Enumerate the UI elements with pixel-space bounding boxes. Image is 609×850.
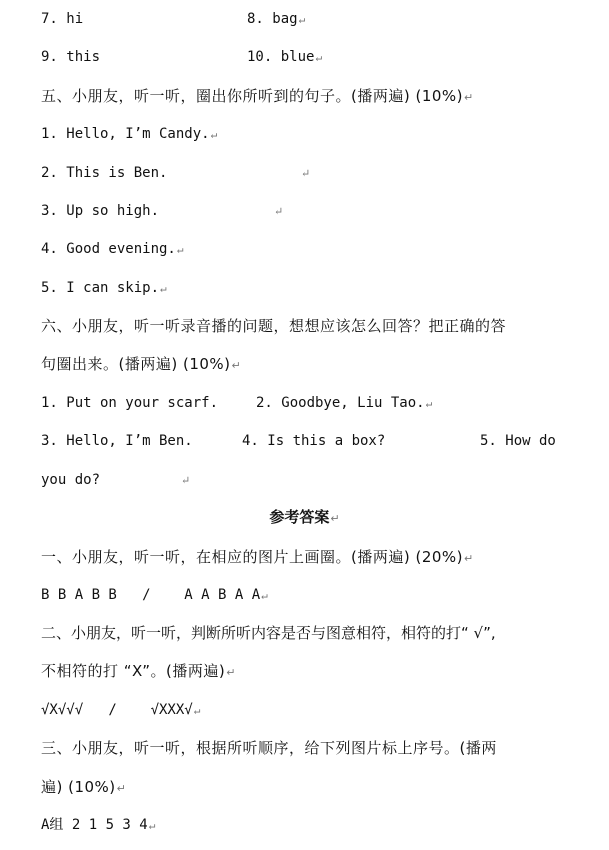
section5-sentence-5 bbox=[41, 278, 167, 299]
heading-text: 句圈出来。(播两遍) (10%) bbox=[41, 355, 231, 373]
paragraph-mark-icon: ↵ bbox=[298, 13, 306, 26]
section6-option-3 bbox=[41, 431, 193, 451]
answer2-key bbox=[41, 700, 200, 721]
answer-text: B B A B B / A A B A A bbox=[41, 587, 261, 603]
paragraph-mark-icon: ↵ bbox=[226, 666, 236, 679]
section6-option-1 bbox=[41, 393, 218, 413]
option-text: you do? bbox=[41, 472, 101, 488]
vocab-item-9 bbox=[41, 47, 100, 67]
option-text: 3. Hello, I’m Ben. bbox=[41, 433, 193, 449]
paragraph-mark-icon: ↵ bbox=[274, 205, 284, 218]
paragraph-mark-icon: ↵ bbox=[464, 552, 474, 565]
answer1-heading bbox=[41, 547, 474, 569]
heading-text: 不相符的打 “X”。(播两遍) bbox=[41, 662, 226, 680]
paragraph-mark-icon: ↵ bbox=[301, 167, 311, 180]
vocab-item-7 bbox=[41, 9, 83, 29]
answer-text: √X√√√ / √XXX√ bbox=[41, 702, 193, 718]
answer3-heading-line2 bbox=[41, 777, 126, 799]
paragraph-mark-icon: ↵ bbox=[315, 51, 323, 64]
answer-text: A组 2 1 5 3 4 bbox=[41, 817, 148, 833]
section5-sentence-1 bbox=[41, 124, 217, 145]
paragraph-mark-icon: ↵ bbox=[210, 128, 218, 141]
section6-option-5-cont bbox=[41, 470, 100, 490]
section5-sentence-3 bbox=[41, 201, 159, 221]
section5-heading bbox=[41, 86, 474, 108]
paragraph-mark-icon: ↵ bbox=[148, 819, 156, 832]
heading-text: 二、小朋友，听一听，判断所听内容是否与图意相符，相符的打“ √”, bbox=[41, 624, 496, 642]
paragraph-mark-icon: ↵ bbox=[193, 704, 201, 717]
paragraph-mark-icon: ↵ bbox=[231, 359, 242, 372]
heading-text: 五、小朋友，听一听，圈出你所听到的句子。(播两遍) (10%) bbox=[41, 87, 464, 105]
heading-text: 六、小朋友，听一听录音播的问题，想想应该怎么回答？把正确的答 bbox=[41, 317, 507, 335]
paragraph-mark-icon: ↵ bbox=[160, 282, 167, 295]
heading-text: 一、小朋友，听一听，在相应的图片上画圈。(播两遍) (20%) bbox=[41, 548, 464, 566]
heading-text: 三、小朋友，听一听，根据所听顺序，给下列图片标上序号。(播两 bbox=[41, 739, 497, 757]
section6-option-5 bbox=[480, 431, 556, 451]
section5-sentence-4 bbox=[41, 239, 183, 260]
section5-sentence-2 bbox=[41, 163, 167, 183]
vocab-text: 7. hi bbox=[41, 11, 84, 27]
vocab-item-10 bbox=[247, 47, 322, 68]
paragraph-mark-icon: ↵ bbox=[181, 474, 191, 487]
answer3-key bbox=[41, 815, 155, 836]
sentence-text: 1. Hello, I’m Candy. bbox=[41, 126, 210, 142]
section6-option-4 bbox=[242, 431, 385, 451]
vocab-text: 8. bag bbox=[247, 11, 298, 27]
paragraph-mark-icon: ↵ bbox=[261, 589, 268, 602]
answer2-heading-line1 bbox=[41, 623, 496, 643]
sentence-text: 4. Good evening. bbox=[41, 241, 176, 257]
option-text: 4. Is this a box? bbox=[242, 433, 386, 449]
paragraph-mark-icon: ↵ bbox=[176, 243, 184, 256]
section6-option-2 bbox=[256, 393, 432, 414]
sentence-text: 2. This is Ben. bbox=[41, 165, 168, 181]
section6-heading-line2 bbox=[41, 354, 241, 376]
paragraph-mark-icon: ↵ bbox=[116, 782, 127, 795]
section6-heading-line1 bbox=[41, 316, 506, 336]
paragraph-mark-icon: ↵ bbox=[330, 512, 340, 525]
sentence-text: 5. I can skip. bbox=[41, 280, 160, 296]
option-text: 1. Put on your scarf. bbox=[41, 395, 219, 411]
paragraph-mark-icon: ↵ bbox=[464, 91, 474, 104]
answer3-heading-line1 bbox=[41, 738, 497, 758]
answer2-heading-line2 bbox=[41, 661, 236, 683]
answers-title bbox=[0, 507, 609, 529]
vocab-item-8 bbox=[247, 9, 305, 30]
paragraph-mark-icon: ↵ bbox=[425, 397, 433, 410]
vocab-text: 10. blue bbox=[247, 49, 315, 65]
vocab-text: 9. this bbox=[41, 49, 101, 65]
heading-text: 遍) (10%) bbox=[41, 778, 116, 796]
answer1-key bbox=[41, 585, 268, 606]
option-text: 5. How do bbox=[480, 433, 556, 449]
sentence-text: 3. Up so high. bbox=[41, 203, 160, 219]
option-text: 2. Goodbye, Liu Tao. bbox=[256, 395, 425, 411]
title-text: 参考答案 bbox=[269, 508, 330, 526]
